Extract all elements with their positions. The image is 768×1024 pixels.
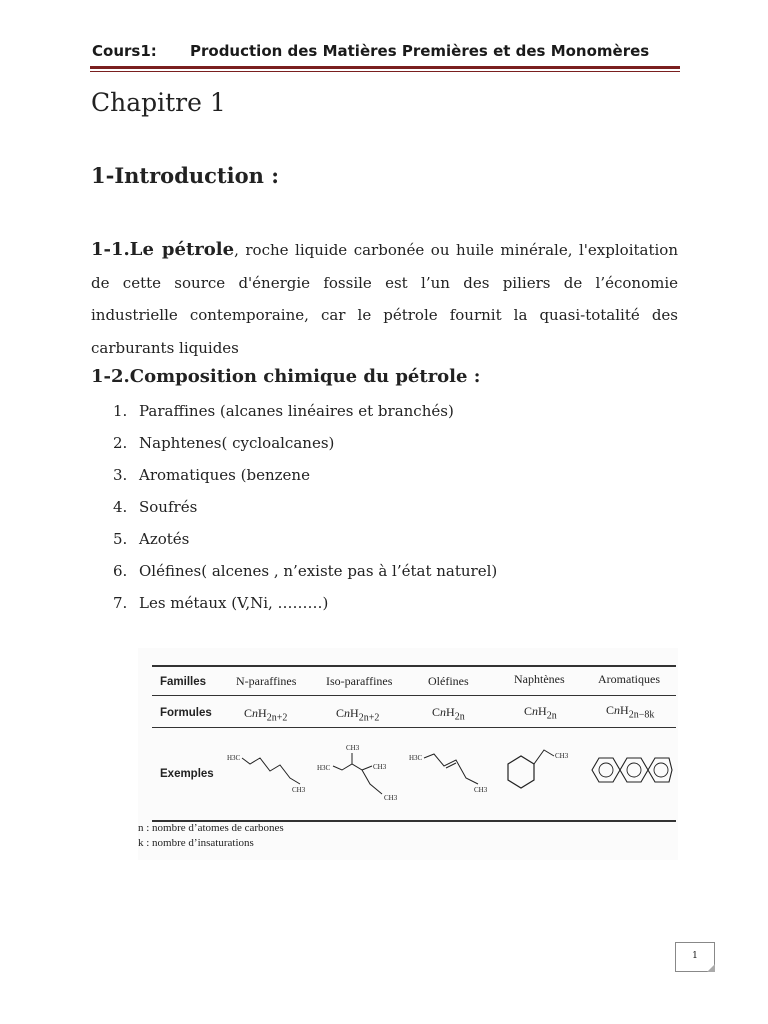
petrole-lead: 1-1.Le pétrole [91,239,235,260]
formula-naphtenes: CnH$_{2n}$ [524,704,557,722]
list-item: 1. Paraffines (alcanes linéaires et branchés) [113,402,454,420]
petrole-text: , roche liquide carbonée ou huile minérale, l'exploitation de cette source d'énergie fossile est l’un des piliers de l’économie industrielle contemporaine, car le pétrole fournit la quasi-totalité des carburants liquides [91,241,678,357]
svg-text:CH3: CH3 [346,744,360,752]
formula-olefines: CnH$_{2n}$ [432,705,465,723]
list-item: 5. Azotés [113,530,190,548]
n-paraffin-structure [226,746,311,796]
row-label-exemples: Exemples [160,768,214,780]
list-item: 6. Oléfines( alcenes , n’existe pas à l’état naturel) [113,562,498,580]
family-olefines: Oléfines [428,674,469,688]
aromatic-structure [586,750,674,790]
family-n-paraffines: N-paraffines [236,674,297,688]
composition-heading: 1-2.Composition chimique du pétrole : [91,366,481,387]
header-rule-thick [90,66,680,69]
table-rule [152,695,676,696]
svg-text:CH3: CH3 [555,752,569,760]
note-k: k : nombre d’insaturations [138,837,254,849]
formula-iso-paraffines: CnH$_{2n+2}$ [336,706,380,724]
svg-text:CH3: CH3 [384,794,398,802]
petrole-paragraph [91,234,678,364]
chapter-title: Chapitre 1 [91,88,226,117]
header-rule-thin [90,71,680,72]
family-aromatiques: Aromatiques [598,672,660,686]
svg-text:H3C: H3C [409,754,423,762]
formula-aromatiques: CnH$_{2n-8k}$ [606,703,655,721]
table-rule [152,727,676,728]
list-item: 4. Soufrés [113,498,198,516]
naphthene-structure [500,742,580,798]
course-title: Production des Matières Premières et des Monomères [190,42,650,60]
introduction-heading: 1-Introduction : [91,163,279,188]
svg-text:CH3: CH3 [373,763,387,771]
svg-text:CH3: CH3 [292,786,306,794]
note-n: n : nombre d’atomes de carbones [138,822,284,834]
list-item: 2. Naphtenes( cycloalcanes) [113,434,335,452]
page-header [92,42,682,60]
hydrocarbon-families-table [138,648,678,860]
course-label: Cours1: [92,42,157,60]
formula-n-paraffines: CnH$_{2n+2}$ [244,706,288,724]
list-item: 3. Aromatiques (benzene [113,466,310,484]
family-iso-paraffines: Iso-paraffines [326,674,393,688]
svg-text:CH3: CH3 [474,786,488,794]
row-label-familles: Familles [160,676,207,688]
composition-list [113,400,497,624]
iso-paraffin-structure [316,740,406,804]
svg-text:H3C: H3C [227,754,241,762]
olefin-structure [408,746,498,796]
list-item: 7. Les métaux (V,Ni, ………) [113,594,329,612]
table-rule-top [152,665,676,667]
row-label-formules: Formules [160,707,212,719]
page-number: 1 [675,942,715,972]
svg-text:H3C: H3C [317,764,331,772]
family-naphtenes: Naphtènes [514,672,565,686]
